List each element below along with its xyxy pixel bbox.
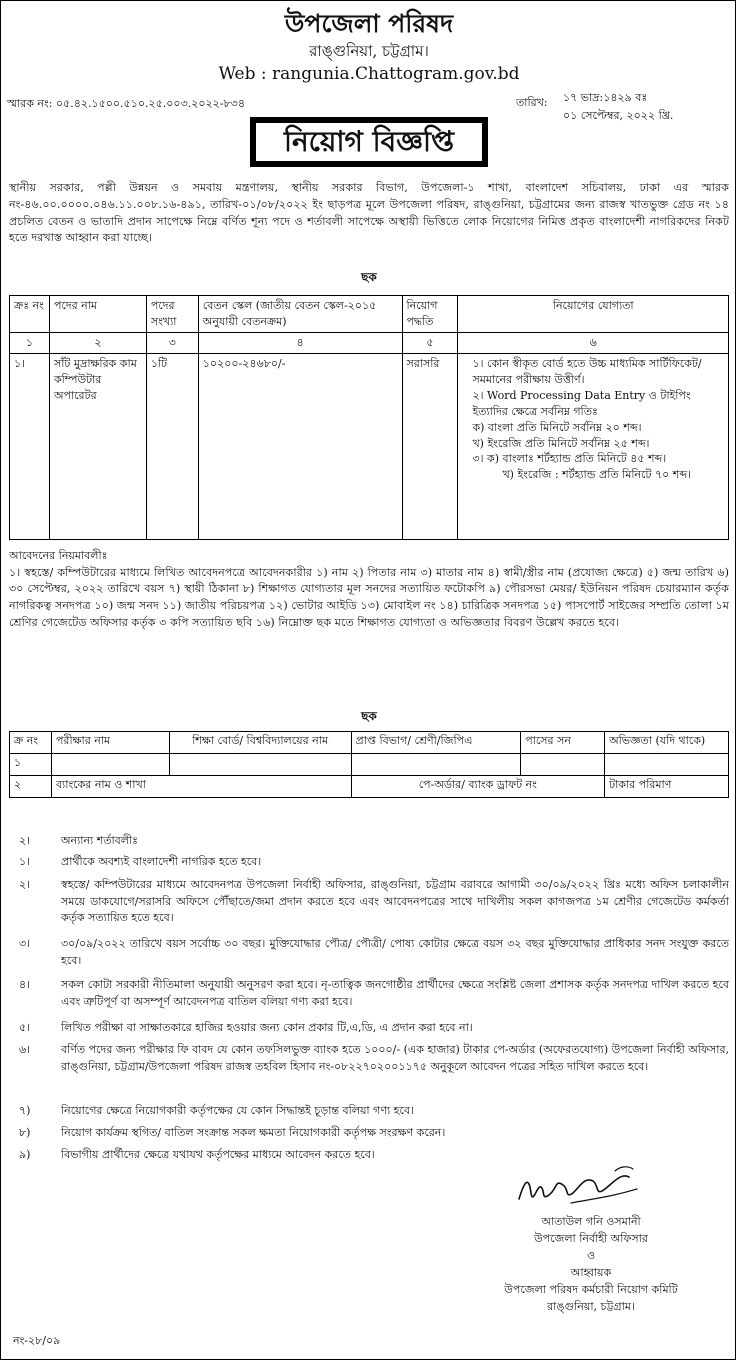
condition-number: ৭) <box>19 1104 31 1117</box>
post-count-cell: ১টি <box>146 353 198 539</box>
qualification-line: খ) ইংরেজি প্রতি মিনিটে সর্বনিম্ন ২৫ শব্দ। <box>472 436 650 450</box>
signer-role: আহ্বায়ক <box>570 1266 612 1280</box>
signer-committee: উপজেলা পরিষদ কর্মচারী নিয়োগ কমিটি <box>504 1283 678 1297</box>
header-cell: পরীক্ষার নাম <box>51 732 169 754</box>
condition-number: ৬। <box>19 1043 31 1056</box>
condition-number: ৫। <box>19 1021 31 1034</box>
header-cell: বেতন স্কেল (জাতীয় বেতন স্কেল-২০১৫ অনুযায়ী বেতনক্রম) <box>198 296 402 333</box>
rules-title: আবেদনের নিয়মাবলীঃ <box>9 549 108 562</box>
signer-designation: উপজেলা নির্বাহী অফিসার <box>534 1232 648 1246</box>
column-number: ৫ <box>402 332 458 353</box>
header-cell: অভিজ্ঞতা (যদি থাকে) <box>605 732 729 754</box>
intro-paragraph: স্থানীয় সরকার, পল্লী উন্নয়ন ও সমবায় মন্ত্রণালয়, স্থানীয় সরকার বিভাগ, উপজেলা-১ শাখা, বাংলাদেশ সচিবালয়, ঢাকা এর স্মারক নং-৪৬.০০.০০০০.০৪৬.১১.০০৮.১৬-৪৯১, তারিখ-০১/০৮/২০২২ ইং ছাড়পত্র মূলে উপজেলা পরিষদ, রাঙ্গুনিয়া, চট্টগ্রামের জন্য রাজস্ব খাতভুক্ত গ্রেড নং ১৪ প্রচলিত বেতন ও ভাতাদি প্রদান সাপেক্ষে নিম্নে বর্ণিত শূন্য পদে ও শর্তাবলী সাপেক্ষে অস্থায়ী ভিত্তিতে লোক নিয়োগের নিমিত্ত প্রকৃত বাংলাদেশী নাগরিকদের নিকট হতে দরখাস্ত আহ্বান করা যাচ্ছে। <box>9 181 729 245</box>
date-bangla: ১৭ ভাদ্র:১৪২৯ বঃ <box>563 91 648 104</box>
post-table <box>9 295 729 540</box>
serial-cell: ২ <box>10 776 52 798</box>
signer-and: ও <box>586 1249 596 1263</box>
condition-text: বিভাগীয় প্রার্থীদের ক্ষেত্রে যথাযথ কর্তৃপক্ষের মাধ্যমে আবেদন করতে হবে। <box>61 1148 375 1161</box>
condition-text: অন্যান্য শর্তাবলীঃ <box>61 834 139 847</box>
pay-order-cell: পে-অর্ডার/ ব্যাংক ড্রাফট নং <box>351 776 605 798</box>
empty-cell <box>351 754 521 776</box>
qualification-line: খ) ইংরেজি : শর্টহ্যান্ড প্রতি মিনিটে ৭০ শব্দ। <box>502 468 691 482</box>
condition-number: ২। <box>19 834 31 847</box>
condition-number: ৯) <box>19 1148 31 1161</box>
pay-scale-cell: ১০২০০-২৪৬৮০/- <box>198 353 402 539</box>
notice-title-banner <box>250 117 488 167</box>
empty-cell <box>521 754 605 776</box>
header-cell: ক্রঃ নং <box>10 296 50 333</box>
signature-image <box>511 1159 661 1211</box>
qualification-line: ২। Word Processing Data Entry ও টাইপিং ইত্যাদির ক্ষেত্রে সর্বনিম্ন গতিঃ <box>472 388 691 418</box>
header-cell: পাসের সন <box>521 732 605 754</box>
column-number: ৪ <box>198 332 402 353</box>
rules-text: ১। স্বহস্তে/ কম্পিউটারের মাধ্যমে লিখিত আবেদনপত্রে আবেদনকারীর ১) নাম ২) পিতার নাম ৩) মাতার নাম ৪) স্বামী/স্ত্রীর নাম (প্রযোজ্য ক্ষেত্রে) ৫) জন্ম তারিখ ৬) ৩০ সেপ্টেম্বর, ২০২২ তারিখে বয়স ৭) স্থায়ী ঠিকানা ৮) শিক্ষাগত যোগ্যতার মূল সনদের সত্যায়িত ফটোকপি ৯) পৌরসভা মেয়র/ ইউনিয়ন পরিষদ চেয়ারম্যান কর্তৃক নাগরিকত্ব সনদপত্র ১০) জন্ম সনদ ১১) জাতীয় পরিচয়পত্র ১২) ভোটার আইডি ১৩) মোবাইল নং ১৪) চারিত্রিক সনদপত্র ১৫) পাসপোর্ট সাইজের সম্প্রতি তোলা ১ম শ্রেণির গেজেটেড অফিসার কর্তৃক ৩ কপি সত্যায়িত ছবি ১৬) নিম্নোক্ত ছক মতে শিক্ষাগত যোগ্যতা ও অভিজ্ঞতার বিবরণ উল্লেখ করতে হবে। <box>9 565 729 629</box>
date-english: ০১ সেপ্টেম্বর, ২০২২ খ্রি. <box>563 108 674 122</box>
empty-cell <box>169 754 351 776</box>
education-table-header <box>10 732 729 754</box>
header-cell: নিয়োগের যোগ্যতা <box>458 296 729 333</box>
qualification-cell <box>458 353 729 539</box>
method-cell: সরাসরি <box>402 353 458 539</box>
column-number: ৬ <box>458 332 729 353</box>
signature-block <box>461 1213 721 1315</box>
condition-text: লিখিত পরীক্ষা বা সাক্ষাতকারে হাজির হওয়ার জন্য কোন প্রকার টি,এ,ডি, এ প্রদান করা হবে না। <box>61 1021 473 1034</box>
header-cell: ক্র নং <box>10 732 52 754</box>
header-cell: শিক্ষা বোর্ড/ বিশ্ববিদ্যালয়ের নাম <box>169 732 351 754</box>
table-caption: ছক <box>361 709 377 723</box>
column-number: ২ <box>49 332 146 353</box>
condition-text: বর্ণিত পদের জন্য পরীক্ষার ফি বাবদ যে কোন তফসিলভুক্ত ব্যাংক হতে ১০০০/- (এক হাজার) টাকার পে-অর্ডার (অফেরতযোগ্য) উপজেলা নির্বাহী অফিসার, রাঙ্গুনিয়া, চট্টগ্রাম/উপজেলা পরিষদ রাজস্ব তহবিল হিসাব নং-০৮২২৭০২০০১১৭৫ অনুকূলে আবেদন পত্রের সহিত দাখিল করতে হবে। <box>61 1043 729 1073</box>
post-table-header <box>10 296 729 333</box>
condition-text: নিয়োগ কার্যক্রম স্থগিত/ বাতিল সংক্রান্ত সকল ক্ষমতা নিয়োগকারী কর্তৃপক্ষ সংরক্ষণ করেন। <box>61 1126 446 1139</box>
condition-text: প্রার্থীকে অবশ্যই বাংলাদেশী নাগরিক হতে হবে। <box>61 855 262 868</box>
condition-number: ১। <box>19 855 31 868</box>
condition-text: নিয়োগের ক্ষেত্রে নিয়োগকারী কর্তৃপক্ষের যে কোন সিদ্ধান্তই চূড়ান্ত বলিয়া গণ্য হবে। <box>61 1104 414 1117</box>
condition-number: ৪। <box>19 978 31 991</box>
serial-cell: ১ <box>10 754 52 776</box>
application-rules <box>9 548 729 632</box>
condition-number: ৩। <box>19 937 31 950</box>
organization-website: Web : rangunia.Chattogram.gov.bd <box>218 64 520 84</box>
bank-name-cell: ব্যাংকের নাম ও শাখা <box>51 776 351 798</box>
table-caption: ছক <box>361 270 377 284</box>
condition-text: স্বহস্তে/ কম্পিউটারের মাধ্যমে আবেদনপত্র উপজেলা নির্বাহী অফিসার, রাঙ্গুনিয়া, চট্টগ্রাম বরাবরে আগামী ৩০/০৯/২০২২ খ্রিঃ মধ্যে অফিস চলাকালীন সময়ে ডাকযোগে/সরাসরি অফিসে পৌঁছাতে/জমা প্রদান করতে হবে এবং আবেদনপত্রের সাথে দাখিলীয় সকল কাগজপত্র ১ম শ্রেণীর গেজেটেড কর্মকর্তা কর্তৃক সত্যায়িত হতে হবে। <box>61 878 730 924</box>
condition-text: সকল কোটা সরকারী নীতিমালা অনুযায়ী অনুসরণ করা হবে। নৃ-তাত্বিক জনগোষ্ঠীর প্রার্থীদের ক্ষেত্রে সংশ্লিষ্ট জেলা প্রশাসক কর্তৃক সনদপত্র দাখিল করতে হবে এবং ত্রুটিপূর্ণ বা অসম্পূর্ণ আবেদনপত্র বাতিল বলিয়া গণ্য করা হবে। <box>61 978 729 1008</box>
header-cell: প্রাপ্ত বিভাগ/ শ্রেণী/জিপিএ <box>351 732 521 754</box>
header-cell: পদের সংখ্যা <box>146 296 198 333</box>
qualification-line: ৩। ক) বাংলাঃ শর্টহ্যান্ড প্রতি মিনিটে ৪৫ শব্দ। <box>472 452 667 466</box>
qualification-line: ক) বাংলা প্রতি মিনিটে সর্বনিম্ন ২০ শব্দ। <box>472 420 642 434</box>
date-block <box>563 89 673 124</box>
date-label: তারিখ: <box>516 96 548 109</box>
condition-number: ২। <box>19 878 31 891</box>
amount-cell: টাকার পরিমাণ <box>605 776 729 798</box>
post-name-cell: সাঁট মুদ্রাক্ষরিক কাম কম্পিউটার অপারেটর <box>49 353 146 539</box>
column-number: ৩ <box>146 332 198 353</box>
education-table <box>9 731 729 798</box>
qualification-line: ১। কোন স্বীকৃত বোর্ড হতে উচ্চ মাধ্যমিক সার্টিফিকেট/সমমানের পরীক্ষায় উত্তীর্ণ। <box>472 356 702 386</box>
condition-text: ৩০/০৯/২০২২ তারিখে বয়স সর্বোচ্চ ৩০ বছর। মুক্তিযোদ্ধার পৌত্র/ পৌত্রী/ পোষ্য কোটার ক্ষেত্রে বয়স ৩২ বছর মুক্তিযোদ্ধার প্রাধিকার সনদ সংযুক্ত করতে হবে। <box>61 937 729 967</box>
signer-place: রাঙ্গুনিয়া, চট্টগ্রাম। <box>547 1300 635 1314</box>
column-number: ১ <box>10 332 50 353</box>
organization-title: উপজেলা পরিষদ <box>284 9 454 38</box>
signer-name: আতাউল গনি ওসমানী <box>541 1215 641 1228</box>
memo-number: স্মারক নং: ০৫.৪২.১৫০০.৫১০.২৫.০০৩.২০২২-৮৩৪ <box>7 97 245 110</box>
empty-cell <box>605 754 729 776</box>
footer-reference: নং-২৮/০৯ <box>13 1334 61 1347</box>
serial-cell: ১। <box>10 353 50 539</box>
table-row <box>10 754 729 776</box>
table-row <box>10 353 729 539</box>
notice-title: নিয়োগ বিজ্ঞপ্তি <box>255 122 483 162</box>
condition-number: ৮) <box>19 1126 31 1139</box>
organization-place: রাঙ্গুনিয়া, চট্টগ্রাম। <box>309 42 429 60</box>
empty-cell <box>51 754 169 776</box>
column-number-row <box>10 332 729 353</box>
header-cell: নিয়োগ পদ্ধতি <box>402 296 458 333</box>
header-cell: পদের নাম <box>49 296 146 333</box>
table-row <box>10 776 729 798</box>
